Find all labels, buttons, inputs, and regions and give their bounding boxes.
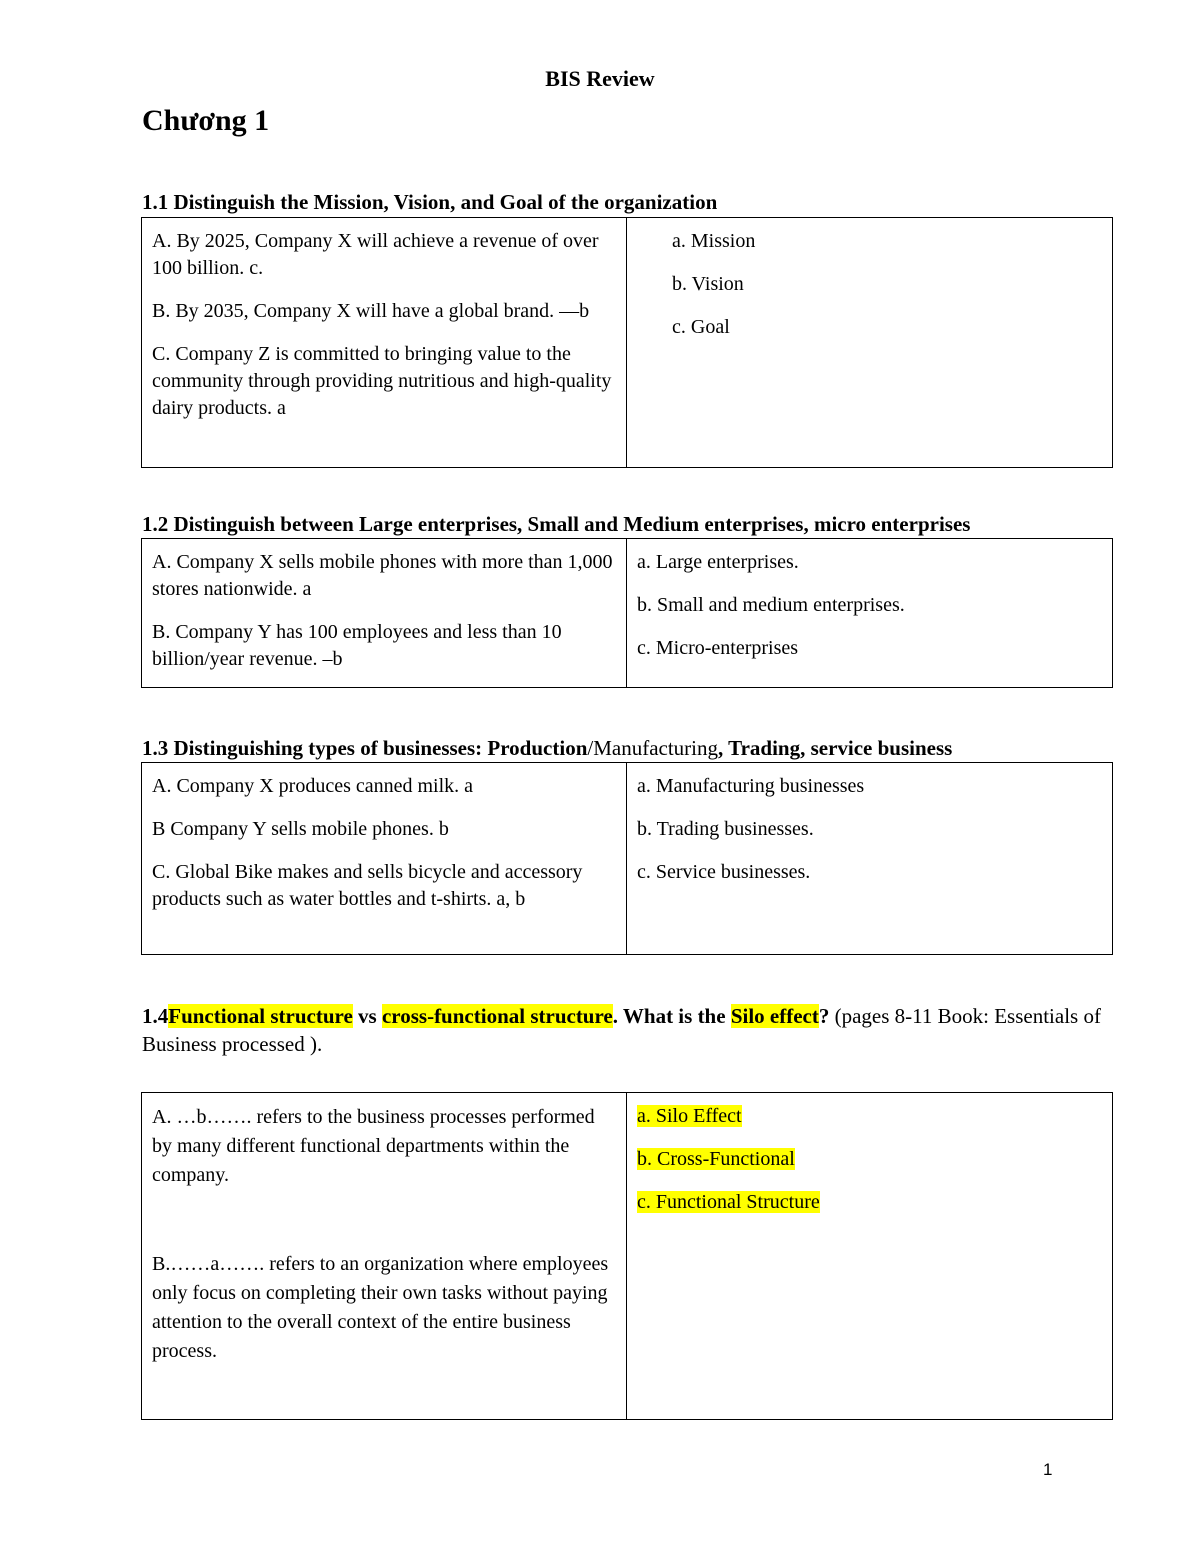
question-item: B. By 2035, Company X will have a global brand. —b bbox=[152, 300, 590, 322]
question-item: C. Global Bike makes and sells bicycle and accessory products such as water bottles and t-shirts. a, b bbox=[152, 861, 583, 910]
answer-item: c. Service businesses. bbox=[637, 861, 811, 883]
section-number: 1.3 bbox=[142, 736, 169, 760]
answer-item: a. Manufacturing businesses bbox=[637, 775, 865, 797]
section-1-3-heading bbox=[142, 736, 952, 761]
section-1-3-table bbox=[141, 762, 1113, 955]
question-item: A. …b……. refers to the business processes performed by many different functional departments within the company. bbox=[152, 1106, 595, 1186]
question-item: A. By 2025, Company X will achieve a revenue of over 100 billion. c. bbox=[152, 230, 599, 279]
section-number: 1.4 bbox=[142, 1004, 169, 1028]
document-title: BIS Review bbox=[545, 66, 655, 91]
section-1-2-heading bbox=[142, 512, 970, 537]
questions-cell bbox=[142, 539, 627, 688]
section-1-4-heading bbox=[142, 1002, 1122, 1058]
question-item: A. Company X sells mobile phones with more than 1,000 stores nationwide. a bbox=[152, 551, 613, 600]
section-title-part: vs bbox=[352, 1004, 382, 1028]
question-item: C. Company Z is committed to bringing value to the community through providing nutritious and high-quality dairy products. a bbox=[152, 343, 612, 419]
questions-cell bbox=[142, 1093, 627, 1420]
answer-item: b. Cross-Functional bbox=[637, 1148, 795, 1170]
question-item: B. Company Y has 100 employees and less than 10 billion/year revenue. –b bbox=[152, 621, 562, 670]
section-title-part: ? bbox=[818, 1004, 830, 1028]
highlighted-term: cross-functional structure bbox=[381, 1004, 613, 1028]
section-title: Distinguish between Large enterprises, Small and Medium enterprises, micro enterprises bbox=[173, 512, 971, 536]
answer-item: c. Goal bbox=[672, 316, 730, 338]
page-number: 1 bbox=[1043, 1460, 1053, 1479]
answer-item: a. Silo Effect bbox=[637, 1105, 742, 1127]
chapter-heading: Chương 1 bbox=[142, 104, 270, 137]
questions-cell bbox=[142, 763, 627, 955]
section-title-part: , Trading, service business bbox=[718, 736, 953, 760]
highlighted-term: Silo effect bbox=[730, 1004, 819, 1028]
answers-cell bbox=[627, 1093, 1113, 1420]
answer-item: a. Mission bbox=[672, 230, 756, 252]
section-number: 1.2 bbox=[142, 512, 169, 536]
question-item: B Company Y sells mobile phones. b bbox=[152, 818, 449, 840]
book-reference: (pages 8-11 Book: Essentials of Business processed ). bbox=[142, 1004, 1101, 1056]
answer-item: c. Micro-enterprises bbox=[637, 637, 799, 659]
section-1-1-heading bbox=[142, 190, 717, 215]
section-title: Distinguish the Mission, Vision, and Goal of the organization bbox=[173, 190, 718, 214]
answer-item: c. Functional Structure bbox=[637, 1191, 820, 1213]
answer-item: a. Large enterprises. bbox=[637, 551, 799, 573]
section-number: 1.1 bbox=[142, 190, 169, 214]
question-item: B.……a……. refers to an organization where employees only focus on completing their own tasks without paying attention to the overall context of the entire business process. bbox=[152, 1253, 609, 1362]
answer-item: b. Vision bbox=[672, 273, 744, 295]
section-title-part: Distinguishing types of businesses: Production bbox=[173, 736, 588, 760]
highlighted-term: Functional structure bbox=[168, 1004, 353, 1028]
answers-cell bbox=[627, 763, 1113, 955]
answer-item: b. Small and medium enterprises. bbox=[637, 594, 905, 616]
section-1-4-table bbox=[141, 1092, 1113, 1420]
answers-cell bbox=[627, 539, 1113, 688]
section-1-1-table bbox=[141, 217, 1113, 468]
section-title-part: . What is the bbox=[612, 1004, 731, 1028]
question-item: A. Company X produces canned milk. a bbox=[152, 775, 474, 797]
questions-cell bbox=[142, 218, 627, 468]
section-title-part: /Manufacturing bbox=[587, 736, 718, 760]
answer-item: b. Trading businesses. bbox=[637, 818, 814, 840]
section-1-2-table bbox=[141, 538, 1113, 688]
answers-cell bbox=[627, 218, 1113, 468]
